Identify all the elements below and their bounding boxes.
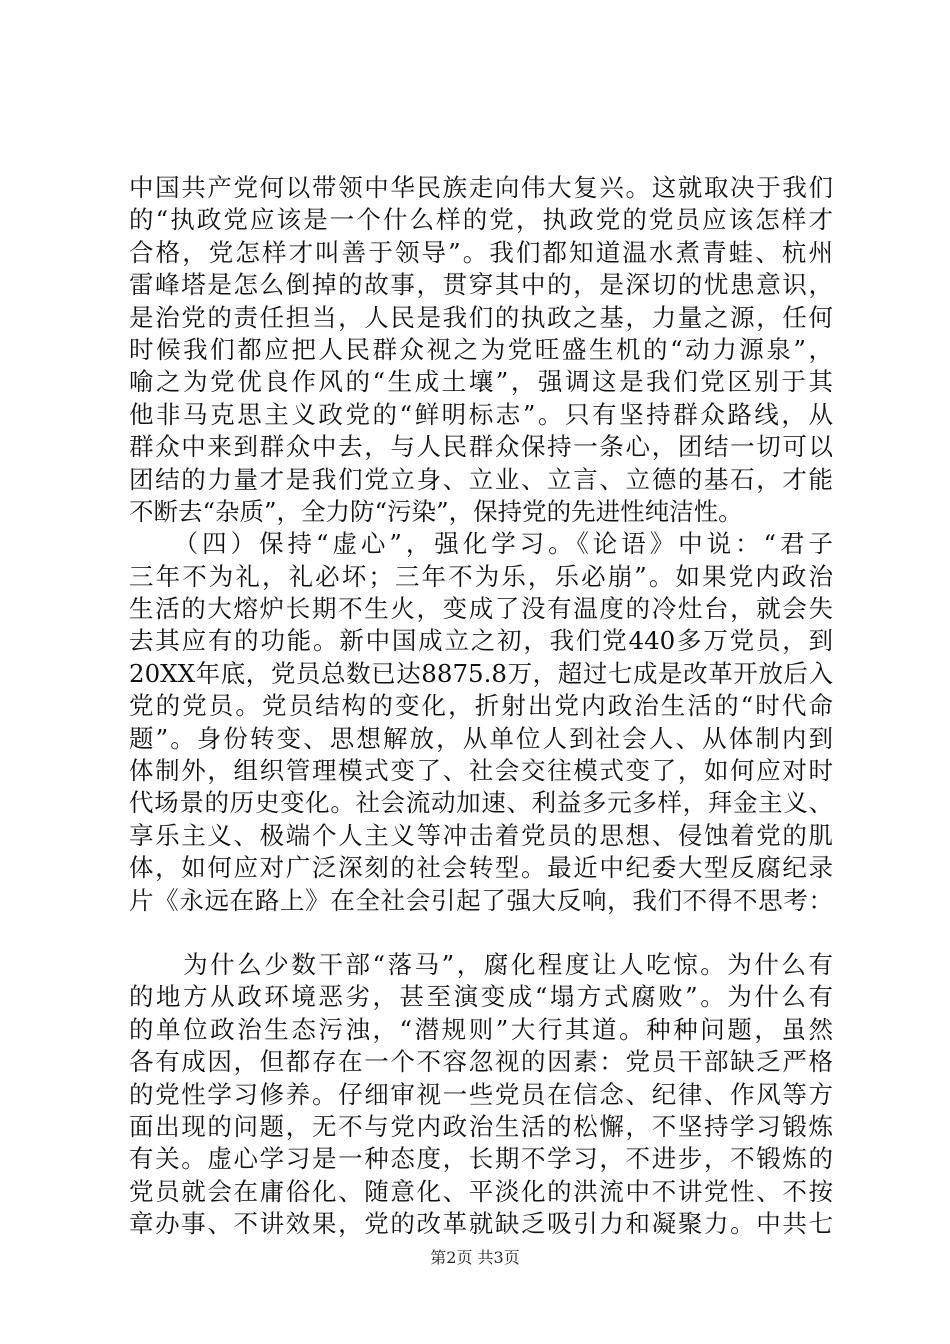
text-line: 去其应有的功能。新中国成立之初，我们党440多万党员，到 — [129, 626, 833, 656]
paragraph-block-1 — [129, 172, 833, 917]
text-line: 题”。身份转变、思想解放，从单位人到社会人、从体制内到 — [129, 723, 833, 753]
text-line: 团结的力量才是我们党立身、立业、立言、立德的基石，才能 — [129, 464, 833, 494]
page-footer: 第2页 共3页 — [430, 1248, 520, 1267]
paragraph-gap — [129, 917, 833, 949]
text-line: 是治党的责任担当，人民是我们的执政之基，力量之源，任何 — [129, 302, 833, 332]
text-line: 代场景的历史变化。社会流动加速、利益多元多样，拜金主义、 — [129, 788, 833, 818]
text-line: 中国共产党何以带领中华民族走向伟大复兴。这就取决于我们 — [129, 173, 833, 202]
text-line: 时候我们都应把人民群众视之为党旺盛生机的“动力源泉”， — [129, 334, 833, 364]
text-line: 20XX年底，党员总数已达8875.8万，超过七成是改革开放后入 — [129, 658, 833, 688]
text-line: 合格，党怎样才叫善于领导”。我们都知道温水煮青蛙、杭州 — [129, 237, 833, 267]
text-line: 章办事、不讲效果，党的改革就缺乏吸引力和凝聚力。中共七 — [129, 1209, 833, 1239]
text-line: 各有成因，但都存在一个不容忽视的因素：党员干部缺乏严格 — [129, 1047, 833, 1077]
text-line: 群众中来到群众中去，与人民群众保持一条心，团结一切可以 — [129, 432, 833, 462]
text-line: 的党性学习修养。仔细审视一些党员在信念、纪律、作风等方 — [129, 1079, 833, 1109]
text-line: 体，如何应对广泛深刻的社会转型。最近中纪委大型反腐纪录 — [129, 853, 833, 883]
text-line: 他非马克思主义政党的“鲜明标志”。只有坚持群众路线，从 — [129, 399, 833, 429]
text-line: 党的党员。党员结构的变化，折射出党内政治生活的“时代命 — [129, 691, 833, 721]
text-line: 喻之为党优良作风的“生成土壤”，强调这是我们党区别于其 — [129, 367, 833, 397]
text-line: 的地方从政环境恶劣，甚至演变成“塌方式腐败”。为什么有 — [129, 982, 833, 1012]
text-line: 三年不为礼，礼必坏；三年不为乐，乐必崩”。如果党内政治 — [129, 561, 833, 591]
text-line: 党员就会在庸俗化、随意化、平淡化的洪流中不讲党性、不按 — [129, 1176, 833, 1206]
paragraph-block-2 — [129, 949, 833, 1241]
text-line: 面出现的问题，无不与党内政治生活的松懈，不坚持学习锻炼 — [129, 1111, 833, 1141]
text-line: 为什么少数干部“落马”，腐化程度让人吃惊。为什么有 — [129, 949, 833, 979]
text-line: 体制外，组织管理模式变了、社会交往模式变了，如何应对时 — [129, 756, 833, 786]
text-line: 的“执政党应该是一个什么样的党，执政党的党员应该怎样才 — [129, 205, 833, 235]
text-line: 片《永远在路上》在全社会引起了强大反响，我们不得不思考： — [129, 885, 833, 915]
text-line: 雷峰塔是怎么倒掉的故事，贯穿其中的，是深切的忧患意识， — [129, 270, 833, 300]
body-text — [129, 172, 833, 1241]
text-line: 有关。虚心学习是一种态度，长期不学习，不进步，不锻炼的 — [129, 1144, 833, 1174]
text-line: 享乐主义、极端个人主义等冲击着党员的思想、侵蚀着党的肌 — [129, 820, 833, 850]
text-line: 的单位政治生态污浊，“潜规则”大行其道。种种问题，虽然 — [129, 1014, 833, 1044]
text-line: （四）保持“虚心”，强化学习。《论语》中说：“君子 — [129, 529, 833, 559]
text-line: 不断去“杂质”，全力防“污染”，保持党的先进性纯洁性。 — [129, 496, 743, 526]
text-line: 生活的大熔炉长期不生火，变成了没有温度的冷灶台，就会失 — [129, 594, 833, 624]
